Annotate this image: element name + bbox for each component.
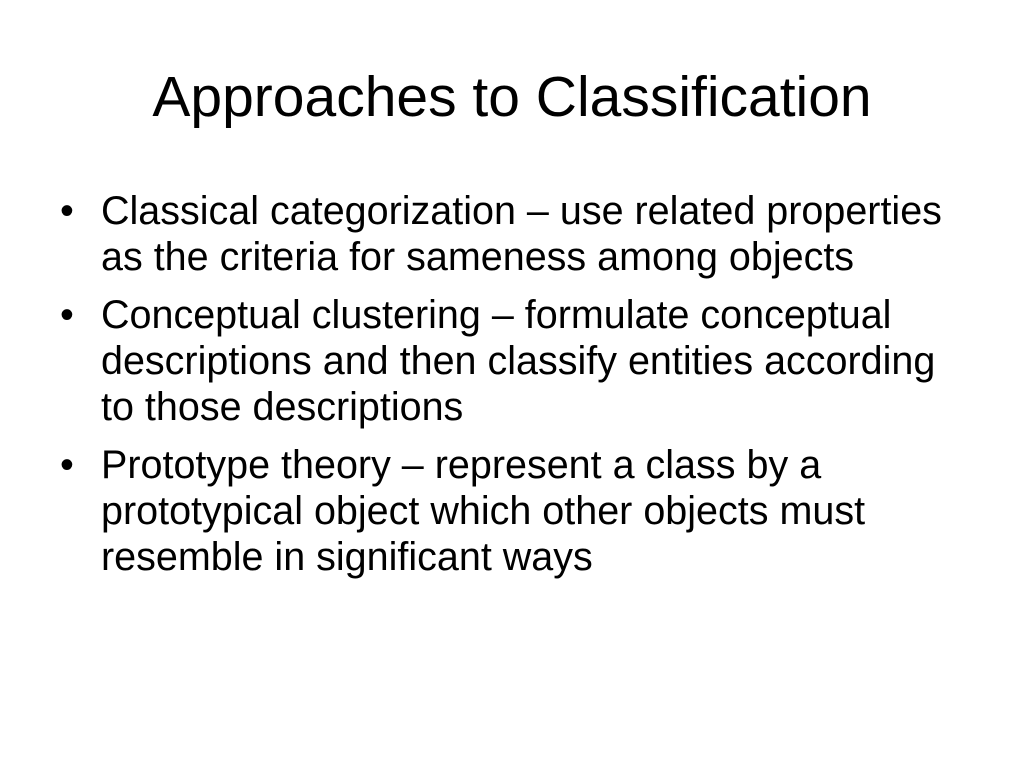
bullet-icon: •: [60, 189, 74, 233]
bullet-text: Conceptual clustering – formulate conceptual descriptions and then classify entities according to those descriptions: [101, 293, 936, 429]
bullet-item: [60, 292, 960, 430]
bullet-item: [60, 442, 960, 580]
bullet-icon: •: [60, 293, 74, 337]
slide-title: Approaches to Classification: [152, 65, 872, 129]
bullet-text: Prototype theory – represent a class by a prototypical object which other objects must resemble in significant ways: [101, 443, 866, 579]
bullet-item: [60, 188, 960, 280]
bullet-text: Classical categorization – use related properties as the criteria for sameness among objects: [101, 189, 942, 279]
bullet-icon: •: [60, 443, 74, 487]
bullet-list: [60, 188, 960, 592]
